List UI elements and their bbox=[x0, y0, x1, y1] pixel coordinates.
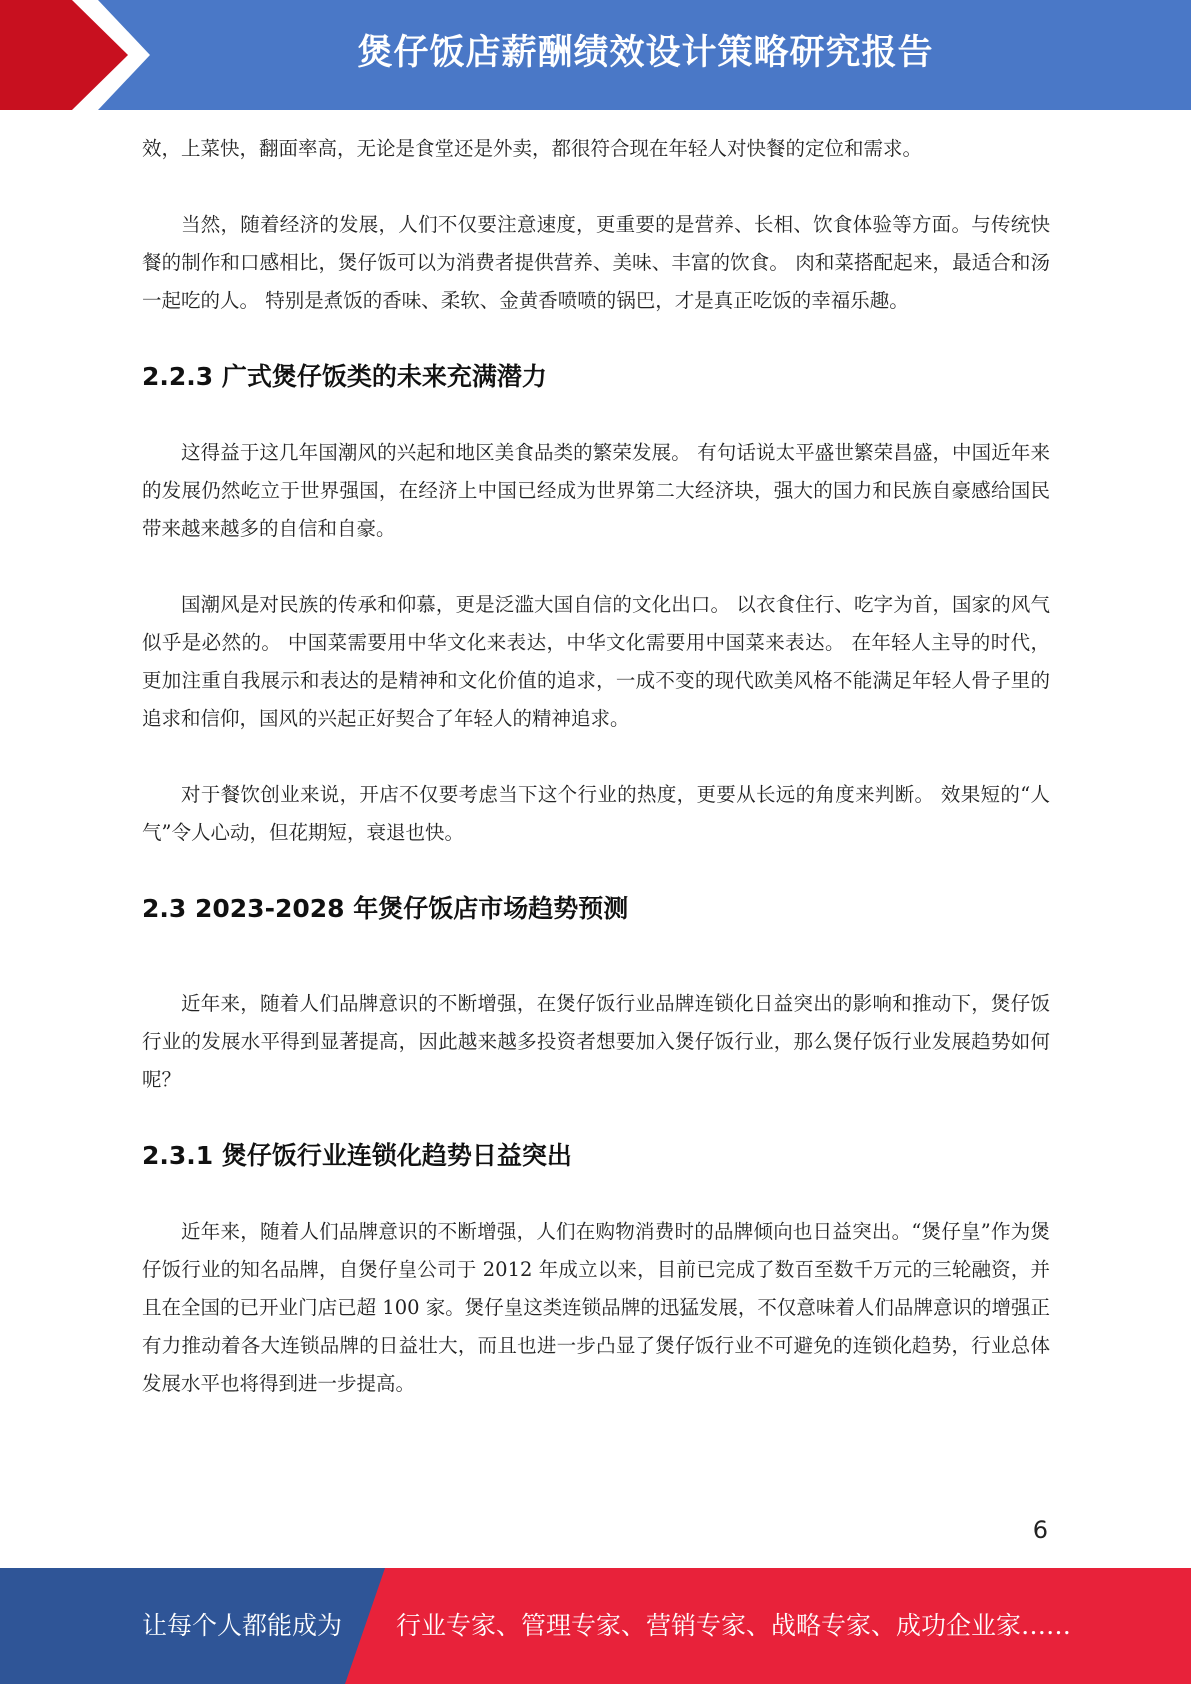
paragraph-2: 当然，随着经济的发展，人们不仅要注意速度，更重要的是营养、长相、饮食体验等方面。与传统快餐的制作和口感相比，煲仔饭可以为消费者提供营养、美味、丰富的饮食。 肉和菜搭配起来，最适合和汤一起吃的人。 特别是煮饭的香味、柔软、金黄香喷喷的锅巴，才是真正吃饭的幸福乐趣。 bbox=[142, 213, 1050, 312]
section-heading-2-2-3: 2.2.3 广式煲仔饭类的未来充满潜力 bbox=[142, 362, 547, 391]
page-header bbox=[0, 0, 1191, 110]
section-heading-2-3: 2.3 2023-2028 年煲仔饭店市场趋势预测 bbox=[142, 894, 629, 923]
section-heading-2-3-1: 2.3.1 煲仔饭行业连锁化趋势日益突出 bbox=[142, 1141, 572, 1170]
page-number: 6 bbox=[1032, 1516, 1048, 1544]
paragraph-7: 近年来，随着人们品牌意识的不断增强，人们在购物消费时的品牌倾向也日益突出。“煲仔皇”作为煲仔饭行业的知名品牌，自煲仔皇公司于 2012 年成立以来，目前已完成了数百至数千万元的三轮融资，并且在全国的已开业门店已超 100 家。煲仔皇这类连锁品牌的迅猛发展，不仅意味着人们品牌意识的增强正有力推动着各大连锁品牌的日益壮大，而且也进一步凸显了煲仔饭行业不可避免的连锁化趋势，行业总体发展水平也将得到进一步提高。 bbox=[142, 1220, 1050, 1395]
paragraph-6: 近年来，随着人们品牌意识的不断增强，在煲仔饭行业品牌连锁化日益突出的影响和推动下，煲仔饭行业的发展水平得到显著提高，因此越来越多投资者想要加入煲仔饭行业，那么煲仔饭行业发展趋势如何呢？ bbox=[142, 992, 1050, 1091]
paragraph-5: 对于餐饮创业来说，开店不仅要考虑当下这个行业的热度，更要从长远的角度来判断。 效果短的“人气”令人心动，但花期短，衰退也快。 bbox=[142, 783, 1050, 844]
page-footer bbox=[0, 1568, 1191, 1684]
report-title: 煲仔饭店薪酬绩效设计策略研究报告 bbox=[357, 33, 934, 73]
paragraph-3: 这得益于这几年国潮风的兴起和地区美食品类的繁荣发展。 有句话说太平盛世繁荣昌盛，中国近年来的发展仍然屹立于世界强国，在经济上中国已经成为世界第二大经济块，强大的国力和民族自豪感给国民带来越来越多的自信和自豪。 bbox=[142, 441, 1050, 540]
header-arrow-decoration bbox=[0, 0, 160, 110]
paragraph-1: 效，上菜快，翻面率高，无论是食堂还是外卖，都很符合现在年轻人对快餐的定位和需求。 bbox=[142, 137, 923, 160]
paragraph-4: 国潮风是对民族的传承和仰慕，更是泛滥大国自信的文化出口。 以衣食住行、吃字为首，国家的风气似乎是必然的。 中国菜需要用中华文化来表达，中华文化需要用中国菜来表达。 在年轻人主导的时代，更加注重自我展示和表达的是精神和文化价值的追求，一成不变的现代欧美风格不能满足年轻人骨子里的追求和信仰，国风的兴起正好契合了年轻人的精神追求。 bbox=[142, 593, 1050, 730]
document-body bbox=[142, 130, 1050, 1403]
footer-slogan-right: 行业专家、管理专家、营销专家、战略专家、成功企业家…… bbox=[396, 1611, 1072, 1640]
footer-slogan-left: 让每个人都能成为 bbox=[142, 1611, 343, 1640]
